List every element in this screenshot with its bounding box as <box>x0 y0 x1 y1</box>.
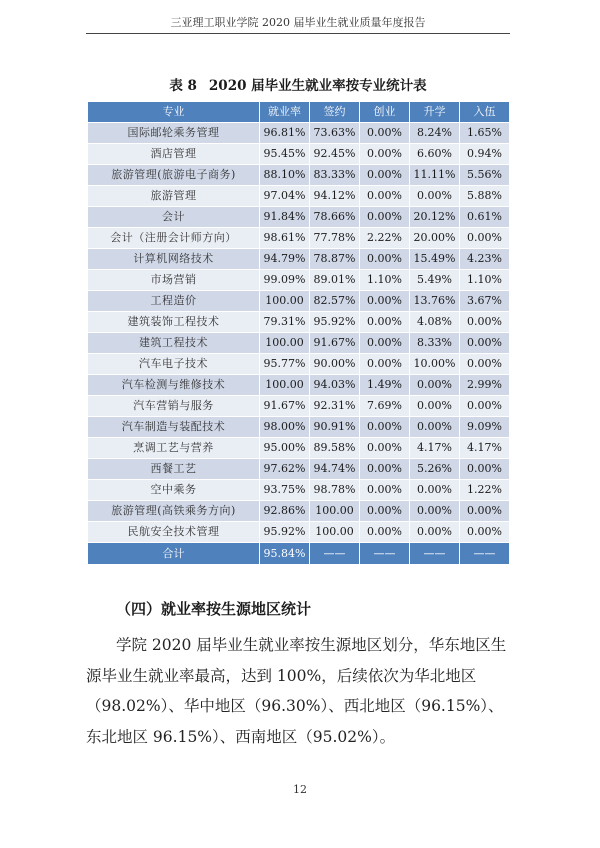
enlistment-rate-cell: 2.99% <box>460 375 510 396</box>
major-name-cell: 汽车营销与服务 <box>88 396 260 417</box>
entrepreneurship-rate-cell: 0.00% <box>360 438 410 459</box>
entrepreneurship-rate-cell: 0.00% <box>360 501 410 522</box>
table-row <box>88 270 510 291</box>
table-row <box>88 438 510 459</box>
further-study-rate-cell: 5.49% <box>410 270 460 291</box>
contract-rate-cell: 73.63% <box>310 123 360 144</box>
contract-rate-cell: 94.03% <box>310 375 360 396</box>
major-name-cell: 旅游管理(高铁乘务方向) <box>88 501 260 522</box>
employment-rate-cell: 79.31% <box>260 312 310 333</box>
enlistment-rate-cell: 1.65% <box>460 123 510 144</box>
column-header-entrepreneurship: 创业 <box>360 102 410 123</box>
enlistment-rate-cell: 0.00% <box>460 312 510 333</box>
further-study-rate-cell: 8.24% <box>410 123 460 144</box>
entrepreneurship-rate-cell: 0.00% <box>360 459 410 480</box>
contract-rate-cell: 94.12% <box>310 186 360 207</box>
entrepreneurship-rate-cell: 7.69% <box>360 396 410 417</box>
further-study-rate-cell: 0.00% <box>410 396 460 417</box>
column-header-contract: 签约 <box>310 102 360 123</box>
table-title-text: 2020 届毕业生就业率按专业统计表 <box>208 78 427 94</box>
employment-rate-cell: 93.75% <box>260 480 310 501</box>
major-name-cell: 计算机网络技术 <box>88 249 260 270</box>
enlistment-rate-cell: 0.00% <box>460 333 510 354</box>
employment-rate-table <box>87 101 510 565</box>
contract-rate-cell: 82.57% <box>310 291 360 312</box>
table-title <box>86 74 510 94</box>
employment-rate-cell: 99.09% <box>260 270 310 291</box>
contract-rate-cell: 89.58% <box>310 438 360 459</box>
further-study-rate-cell: 0.00% <box>410 480 460 501</box>
table-header-row <box>88 102 510 123</box>
enlistment-rate-cell: 3.67% <box>460 291 510 312</box>
total-contract: —— <box>310 543 360 565</box>
table-row <box>88 354 510 375</box>
enlistment-rate-cell: 0.00% <box>460 522 510 543</box>
contract-rate-cell: 91.67% <box>310 333 360 354</box>
table-row <box>88 123 510 144</box>
entrepreneurship-rate-cell: 0.00% <box>360 144 410 165</box>
major-name-cell: 会计 <box>88 207 260 228</box>
further-study-rate-cell: 8.33% <box>410 333 460 354</box>
contract-rate-cell: 77.78% <box>310 228 360 249</box>
column-header-major: 专业 <box>88 102 260 123</box>
total-further-study: —— <box>410 543 460 565</box>
further-study-rate-cell: 0.00% <box>410 186 460 207</box>
enlistment-rate-cell: 0.94% <box>460 144 510 165</box>
employment-rate-cell: 96.81% <box>260 123 310 144</box>
further-study-rate-cell: 13.76% <box>410 291 460 312</box>
entrepreneurship-rate-cell: 0.00% <box>360 522 410 543</box>
further-study-rate-cell: 0.00% <box>410 522 460 543</box>
paragraph-line: （98.02%）、华中地区（96.30%）、西北地区（96.15%）、 <box>86 697 504 715</box>
employment-rate-cell: 92.86% <box>260 501 310 522</box>
contract-rate-cell: 90.91% <box>310 417 360 438</box>
entrepreneurship-rate-cell: 0.00% <box>360 123 410 144</box>
major-name-cell: 汽车电子技术 <box>88 354 260 375</box>
contract-rate-cell: 92.45% <box>310 144 360 165</box>
table-row <box>88 417 510 438</box>
paragraph-line: 东北地区 96.15%）、西南地区（95.02%）。 <box>86 727 396 746</box>
table-row <box>88 459 510 480</box>
enlistment-rate-cell: 9.09% <box>460 417 510 438</box>
table-row <box>88 480 510 501</box>
table-row <box>88 333 510 354</box>
employment-rate-cell: 100.00 <box>260 291 310 312</box>
contract-rate-cell: 98.78% <box>310 480 360 501</box>
enlistment-rate-cell: 0.00% <box>460 228 510 249</box>
entrepreneurship-rate-cell: 0.00% <box>360 186 410 207</box>
major-name-cell: 汽车检测与维修技术 <box>88 375 260 396</box>
major-name-cell: 旅游管理 <box>88 186 260 207</box>
entrepreneurship-rate-cell: 0.00% <box>360 480 410 501</box>
enlistment-rate-cell: 1.10% <box>460 270 510 291</box>
table-number: 表 8 <box>169 78 197 94</box>
table-row <box>88 291 510 312</box>
table-row <box>88 375 510 396</box>
entrepreneurship-rate-cell: 0.00% <box>360 165 410 186</box>
total-enlistment: —— <box>460 543 510 565</box>
major-name-cell: 酒店管理 <box>88 144 260 165</box>
major-name-cell: 会计（注册会计师方向） <box>88 228 260 249</box>
employment-rate-cell: 97.62% <box>260 459 310 480</box>
employment-rate-cell: 88.10% <box>260 165 310 186</box>
employment-rate-cell: 95.00% <box>260 438 310 459</box>
contract-rate-cell: 83.33% <box>310 165 360 186</box>
enlistment-rate-cell: 1.22% <box>460 480 510 501</box>
further-study-rate-cell: 20.00% <box>410 228 460 249</box>
employment-rate-cell: 100.00 <box>260 375 310 396</box>
body-paragraph <box>86 630 512 752</box>
enlistment-rate-cell: 0.00% <box>460 501 510 522</box>
contract-rate-cell: 94.74% <box>310 459 360 480</box>
enlistment-rate-cell: 0.00% <box>460 459 510 480</box>
enlistment-rate-cell: 0.00% <box>460 354 510 375</box>
entrepreneurship-rate-cell: 2.22% <box>360 228 410 249</box>
table-row <box>88 312 510 333</box>
enlistment-rate-cell: 4.17% <box>460 438 510 459</box>
entrepreneurship-rate-cell: 0.00% <box>360 417 410 438</box>
major-name-cell: 汽车制造与装配技术 <box>88 417 260 438</box>
enlistment-rate-cell: 5.88% <box>460 186 510 207</box>
further-study-rate-cell: 20.12% <box>410 207 460 228</box>
table-row <box>88 186 510 207</box>
paragraph-line: 源毕业生就业率最高，达到 100%，后续依次为华北地区 <box>86 666 477 685</box>
further-study-rate-cell: 4.08% <box>410 312 460 333</box>
employment-rate-cell: 100.00 <box>260 333 310 354</box>
table-row <box>88 144 510 165</box>
entrepreneurship-rate-cell: 1.10% <box>360 270 410 291</box>
further-study-rate-cell: 0.00% <box>410 501 460 522</box>
major-name-cell: 工程造价 <box>88 291 260 312</box>
page-header: 三亚理工职业学院 2020 届毕业生就业质量年度报告 <box>170 16 426 29</box>
major-name-cell: 国际邮轮乘务管理 <box>88 123 260 144</box>
table-row <box>88 207 510 228</box>
major-name-cell: 建筑工程技术 <box>88 333 260 354</box>
total-label: 合计 <box>88 543 260 565</box>
contract-rate-cell: 100.00 <box>310 522 360 543</box>
enlistment-rate-cell: 5.56% <box>460 165 510 186</box>
employment-rate-cell: 95.77% <box>260 354 310 375</box>
employment-rate-cell: 98.00% <box>260 417 310 438</box>
entrepreneurship-rate-cell: 0.00% <box>360 249 410 270</box>
major-name-cell: 烹调工艺与营养 <box>88 438 260 459</box>
major-name-cell: 市场营销 <box>88 270 260 291</box>
major-name-cell: 空中乘务 <box>88 480 260 501</box>
entrepreneurship-rate-cell: 0.00% <box>360 291 410 312</box>
paragraph-line: 学院 2020 届毕业生就业率按生源地区划分，华东地区生 <box>116 636 507 654</box>
employment-rate-cell: 94.79% <box>260 249 310 270</box>
contract-rate-cell: 78.66% <box>310 207 360 228</box>
employment-rate-cell: 98.61% <box>260 228 310 249</box>
entrepreneurship-rate-cell: 1.49% <box>360 375 410 396</box>
employment-rate-cell: 91.67% <box>260 396 310 417</box>
employment-rate-cell: 95.92% <box>260 522 310 543</box>
table-row <box>88 522 510 543</box>
contract-rate-cell: 89.01% <box>310 270 360 291</box>
table-row <box>88 249 510 270</box>
employment-rate-cell: 95.45% <box>260 144 310 165</box>
enlistment-rate-cell: 0.61% <box>460 207 510 228</box>
contract-rate-cell: 78.87% <box>310 249 360 270</box>
table-row <box>88 228 510 249</box>
enlistment-rate-cell: 4.23% <box>460 249 510 270</box>
table-body <box>88 123 510 543</box>
further-study-rate-cell: 10.00% <box>410 354 460 375</box>
contract-rate-cell: 100.00 <box>310 501 360 522</box>
employment-rate-cell: 91.84% <box>260 207 310 228</box>
column-header-employment-rate: 就业率 <box>260 102 310 123</box>
further-study-rate-cell: 4.17% <box>410 438 460 459</box>
section-heading: （四）就业率按生源地区统计 <box>116 600 312 618</box>
total-entrepreneurship: —— <box>360 543 410 565</box>
table-total-row <box>88 543 510 565</box>
table-row <box>88 396 510 417</box>
entrepreneurship-rate-cell: 0.00% <box>360 207 410 228</box>
further-study-rate-cell: 0.00% <box>410 417 460 438</box>
table-row <box>88 165 510 186</box>
contract-rate-cell: 90.00% <box>310 354 360 375</box>
enlistment-rate-cell: 0.00% <box>460 396 510 417</box>
header-rule <box>86 33 510 34</box>
major-name-cell: 民航安全技术管理 <box>88 522 260 543</box>
major-name-cell: 西餐工艺 <box>88 459 260 480</box>
further-study-rate-cell: 0.00% <box>410 375 460 396</box>
further-study-rate-cell: 5.26% <box>410 459 460 480</box>
major-name-cell: 建筑装饰工程技术 <box>88 312 260 333</box>
further-study-rate-cell: 15.49% <box>410 249 460 270</box>
column-header-enlistment: 入伍 <box>460 102 510 123</box>
table-row <box>88 501 510 522</box>
further-study-rate-cell: 11.11% <box>410 165 460 186</box>
column-header-further-study: 升学 <box>410 102 460 123</box>
page-number: 12 <box>293 783 307 796</box>
contract-rate-cell: 92.31% <box>310 396 360 417</box>
entrepreneurship-rate-cell: 0.00% <box>360 354 410 375</box>
entrepreneurship-rate-cell: 0.00% <box>360 333 410 354</box>
further-study-rate-cell: 6.60% <box>410 144 460 165</box>
major-name-cell: 旅游管理(旅游电子商务) <box>88 165 260 186</box>
entrepreneurship-rate-cell: 0.00% <box>360 312 410 333</box>
total-employment-rate: 95.84% <box>260 543 310 565</box>
employment-rate-cell: 97.04% <box>260 186 310 207</box>
contract-rate-cell: 95.92% <box>310 312 360 333</box>
